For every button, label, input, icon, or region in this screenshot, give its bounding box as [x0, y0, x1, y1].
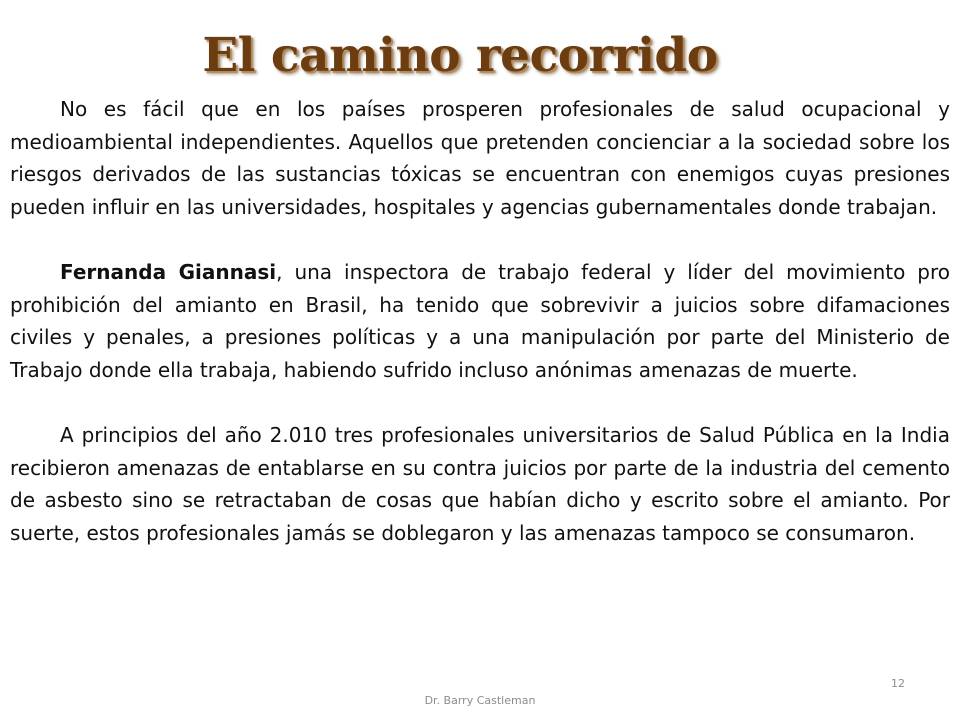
paragraph-2 [10, 256, 950, 386]
page-number: 12 [891, 677, 905, 690]
footer-author: Dr. Barry Castleman [424, 694, 536, 707]
slide-title: El camino recorrido [202, 28, 718, 83]
paragraph-2-text: , una inspectora de trabajo federal y líder del movimiento pro prohibición del amianto en Brasil, ha tenido que sobrevivir a juicios sobre difamaciones civiles y penales, a presiones políticas y a una manipulación por parte del Ministerio de Trabajo donde ella trabaja, habiendo sufrido incluso anónimas amenazas de muerte. [10, 259, 951, 382]
paragraph-1: No es fácil que en los países prosperen profesionales de salud ocupacional y medioambiental independientes. Aquellos que pretenden concienciar a la sociedad sobre los riesgos derivados de las sustancias tóxicas se encuentran con enemigos cuyas presiones pueden influir en las universidades, hospitales y agencias gubernamentales donde trabajan. [10, 97, 950, 219]
person-name: Fernanda Giannasi [60, 259, 277, 284]
paragraph-3: A principios del año 2.010 tres profesionales universitarios de Salud Pública en la India recibieron amenazas de entablarse en su contra juicios por parte de la industria del cemento de asbesto sino se retractaban de cosas que habían dicho y escrito sobre el amianto. Por suerte, estos profesionales jamás se doblegaron y las amenazas tampoco se consumaron. [10, 422, 950, 545]
slide-body [10, 93, 950, 549]
